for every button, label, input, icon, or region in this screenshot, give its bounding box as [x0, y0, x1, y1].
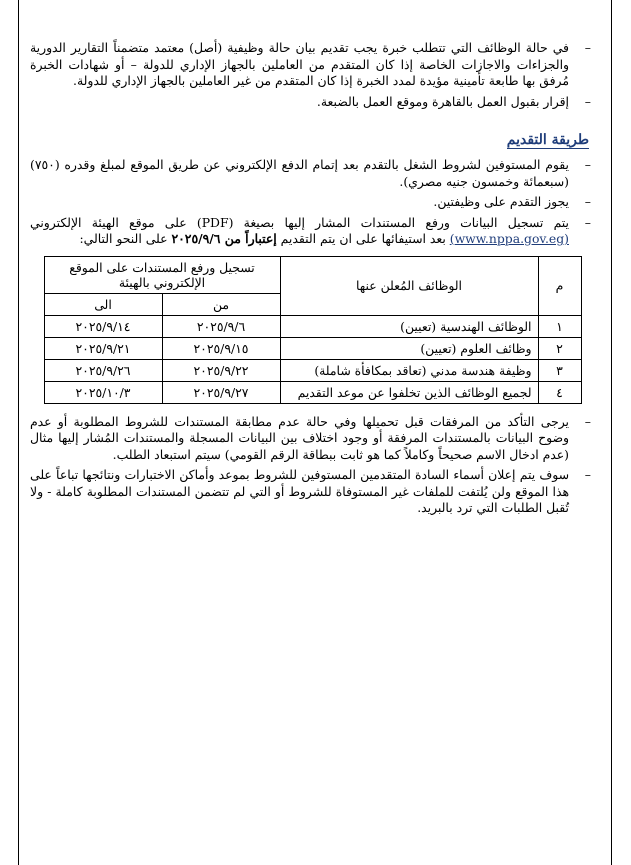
start-date: إعتباراً من ٢٠٢٥/٩/٦ [171, 231, 277, 246]
table-row [44, 359, 581, 381]
item-text: على النحو التالي: [79, 231, 168, 246]
list-item [30, 215, 595, 248]
item-text: يتم تسجيل البيانات ورفع المستندات المشار إليها بصيغة (PDF) على موقع الهيئة الإلكتروني [30, 214, 569, 230]
bullet-dash: – [584, 214, 591, 230]
bullet-dash: – [584, 194, 591, 209]
cell-job: وظيفة هندسة مدني (تعاقد بمكافأة شاملة) [280, 359, 538, 381]
cell-from: ٢٠٢٥/٩/٦ [162, 315, 280, 337]
section-title: طريقة التقديم [506, 132, 589, 148]
item-text: سوف يتم إعلان أسماء السادة المتقدمين المستوفين للشروط بموعد وأماكن الاختبارات ونتائجها تباعاً على هذا الموقع ولن يُلتفت للملفات غير المستوفاة للشروط أو التي لم تتضمن المستندات المطلوبة كاملة - ولا تُقبل الطلبات التي ترد بالبريد. [30, 467, 569, 515]
cell-job: لجميع الوظائف الذين تخلفوا عن موعد التقديم [280, 381, 538, 403]
col-header-num: م [538, 256, 581, 315]
website-link[interactable]: (www.nppa.gov.eg) [449, 231, 569, 246]
list-item [30, 157, 595, 190]
col-header-to: الى [44, 293, 162, 315]
bullet-dash: – [584, 157, 591, 172]
cell-job: وظائف العلوم (تعيين) [280, 337, 538, 359]
col-header-from: من [162, 293, 280, 315]
bullet-dash: – [584, 467, 591, 482]
schedule-table-wrapper [30, 256, 595, 404]
cell-from: ٢٠٢٥/٩/٢٢ [162, 359, 280, 381]
bullet-dash: – [584, 40, 591, 55]
cell-num: ١ [538, 315, 581, 337]
list-item [30, 194, 595, 211]
cell-to: ٢٠٢٥/٩/٢١ [44, 337, 162, 359]
cell-from: ٢٠٢٥/٩/١٥ [162, 337, 280, 359]
cell-to: ٢٠٢٥/١٠/٣ [44, 381, 162, 403]
table-row [44, 381, 581, 403]
item-text: يجوز التقدم على وظيفتين. [433, 194, 569, 209]
bullet-dash: – [584, 413, 591, 429]
bullet-dash: – [584, 93, 591, 109]
cell-num: ٣ [538, 359, 581, 381]
col-header-job: الوظائف المُعلن عنها [280, 256, 538, 315]
list-item [30, 467, 595, 517]
item-text: بعد استيفائها على ان يتم التقديم [280, 231, 446, 246]
cell-num: ٢ [538, 337, 581, 359]
document-body [30, 40, 595, 521]
cell-to: ٢٠٢٥/٩/١٤ [44, 315, 162, 337]
item-text: إقرار بقبول العمل بالقاهرة وموقع العمل بالضبعة. [316, 93, 569, 109]
cell-job: الوظائف الهندسية (تعيين) [280, 315, 538, 337]
item-text: يرجى التأكد من المرفقات قبل تحميلها وفي حالة عدم مطابقة المستندات للشروط المطلوبة أو عدم وضوح البيانات بالمستندات المرفقة أو وجود اختلاف بين البيانات المسجلة والمستندات المُشار إليها مثال (عدم ادخال الاسم صحيحاً وكاملاً كما هو ثابت ببطاقة الرقم القومي) سيتم استبعاد الطلب. [30, 413, 569, 462]
list-item [30, 414, 595, 464]
list-item [30, 40, 595, 90]
col-header-registration: تسجيل ورفع المستندات على الموقع الإلكتروني بالهيئة [44, 256, 280, 293]
list-item [30, 94, 595, 111]
cell-to: ٢٠٢٥/٩/٢٦ [44, 359, 162, 381]
item-text: يقوم المستوفين لشروط الشغل بالتقدم بعد إتمام الدفع الإلكتروني عن طريق الموقع لمبلغ وقدره (٧٥٠) (سبعمائة وخمسون جنيه مصري). [30, 157, 569, 189]
table-row [44, 315, 581, 337]
schedule-table [44, 256, 582, 404]
item-text: في حالة الوظائف التي تتطلب خبرة يجب تقديم بيان حالة وظيفية (أصل) معتمد متضمناً التقارير الدورية والجزاءات والاجازات الخاصة إذا كان المتقدم من العاملين بالجهاز الإداري للدولة – أو شهادات الخبرة مُرفق بها طابعة تأمينية مؤيدة لمدد الخبرة إذا كان المتقدم من غير العاملين بالجهاز الإداري للدولة. [30, 40, 569, 88]
cell-from: ٢٠٢٥/٩/٢٧ [162, 381, 280, 403]
cell-num: ٤ [538, 381, 581, 403]
table-row [44, 337, 581, 359]
